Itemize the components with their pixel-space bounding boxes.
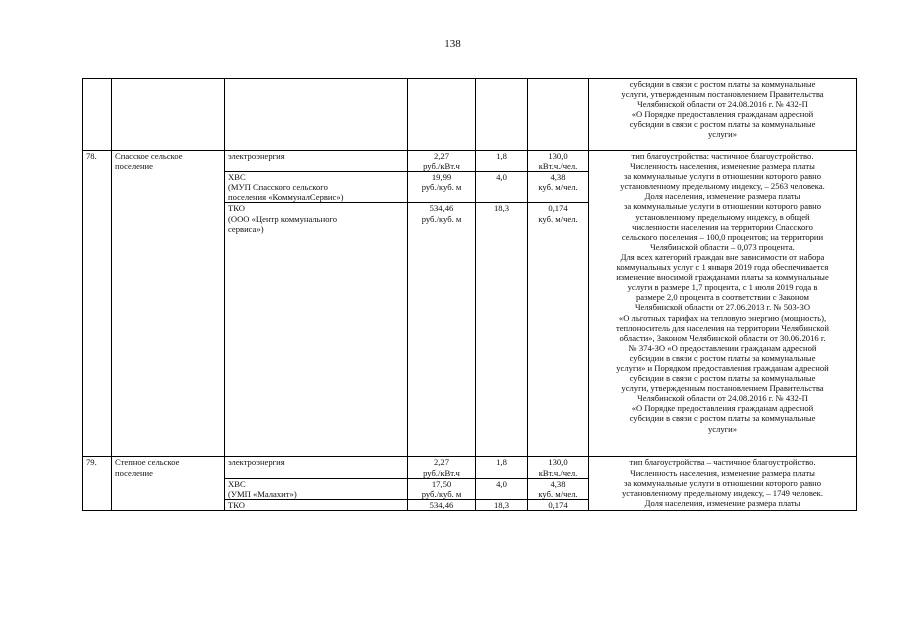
settlement-name: Степное сельское поселение	[112, 457, 225, 510]
cell-empty	[83, 79, 112, 151]
cell-empty	[225, 79, 408, 151]
index-value: 1,8	[476, 457, 528, 478]
index-value: 18,3	[476, 203, 528, 457]
volume-value: 4,38 куб. м/чел.	[528, 478, 589, 499]
volume-value: 0,174	[528, 499, 589, 510]
cell-empty	[528, 79, 589, 151]
tariff-table	[82, 78, 857, 511]
service-name: ХВС (МУП Спасского сельского поселения «КоммуналСервис»)	[225, 172, 408, 203]
index-value: 4,0	[476, 172, 528, 203]
index-value: 18,3	[476, 499, 528, 510]
row-description: тип благоустройства: частичное благоустройство. Численность населения, изменение размера платы за коммунальные услуги в отношении которого равно установленному предельному индексу, – 2563 человека. Доля населения, изменение размера платы за коммунальные услуги в отношении которого равно установленному предельному индексу, в общей численности населения на территории Спасского сельского поселения – 100,0 процентов; на территории Челябинской области – 0,073 процента. Для всех категорий граждан вне зависимости от набора коммунальных услуг с 1 января 2019 года обеспечивается изменение вносимой гражданами платы за коммунальные услуги в размере 1,7 процента, с 1 июля 2019 года в размере 2,0 процента в соответствии с Законом Челябинской области от 27.06.2013 г. № 503-ЗО «О льготных тарифах на тепловую энергию (мощность), теплоноситель для населения на территории Челябинской области», Законом Челябинской области от 30.06.2016 г. № 374-ЗО «О предоставлении гражданам адресной субсидии в связи с ростом платы за коммунальные услуги» и Порядком предоставления гражданам адресной субсидии в связи с ростом платы за коммунальные услуги, утвержденным постановлением Правительства Челябинской области от 24.08.2016 г. № 432-П «О Порядке предоставления гражданам адресной субсидии в связи с ростом платы за коммунальные услуги»	[589, 151, 857, 457]
table-row	[83, 457, 857, 478]
continuation-description: субсидии в связи с ростом платы за коммунальные услуги, утвержденным постановлением Правительства Челябинской области от 24.08.2016 г. № 432-П «О Порядке предоставления гражданам адресной субсидии в связи с ростом платы за коммунальные услуги»	[589, 79, 857, 151]
service-name: ХВС (УМП «Малахит»)	[225, 478, 408, 499]
service-name: электроэнергия	[225, 457, 408, 478]
row-description: тип благоустройства – частичное благоустройство. Численность населения, изменение размера платы за коммунальные услуги в отношении которого равно установленному предельному индексу, – 1749 человек. Доля населения, изменение размера платы	[589, 457, 857, 510]
continuation-row	[83, 79, 857, 151]
volume-value: 130,0 кВт.ч./чел.	[528, 151, 589, 172]
index-value: 4,0	[476, 478, 528, 499]
tariff-value: 2,27 руб./кВт.ч	[408, 151, 476, 172]
page-number: 138	[444, 38, 461, 50]
tariff-value: 534,46	[408, 499, 476, 510]
table-row	[83, 151, 857, 172]
cell-empty	[112, 79, 225, 151]
tariff-value: 534,46 руб./куб. м	[408, 203, 476, 457]
index-value: 1,8	[476, 151, 528, 172]
service-name: ТКО (ООО «Центр коммунального сервиса»)	[225, 203, 408, 457]
service-name: электроэнергия	[225, 151, 408, 172]
tariff-value: 2,27 руб./кВт.ч	[408, 457, 476, 478]
volume-value: 0,174 куб. м/чел.	[528, 203, 589, 457]
volume-value: 4,38 куб. м/чел.	[528, 172, 589, 203]
settlement-name: Спасское сельское поселение	[112, 151, 225, 457]
service-name: ТКО	[225, 499, 408, 510]
volume-value: 130,0 кВт.ч./чел.	[528, 457, 589, 478]
tariff-value: 19,99 руб./куб. м	[408, 172, 476, 203]
tariff-value: 17,50 руб./куб. м	[408, 478, 476, 499]
row-number: 78.	[83, 151, 112, 457]
cell-empty	[408, 79, 476, 151]
row-number: 79.	[83, 457, 112, 510]
cell-empty	[476, 79, 528, 151]
